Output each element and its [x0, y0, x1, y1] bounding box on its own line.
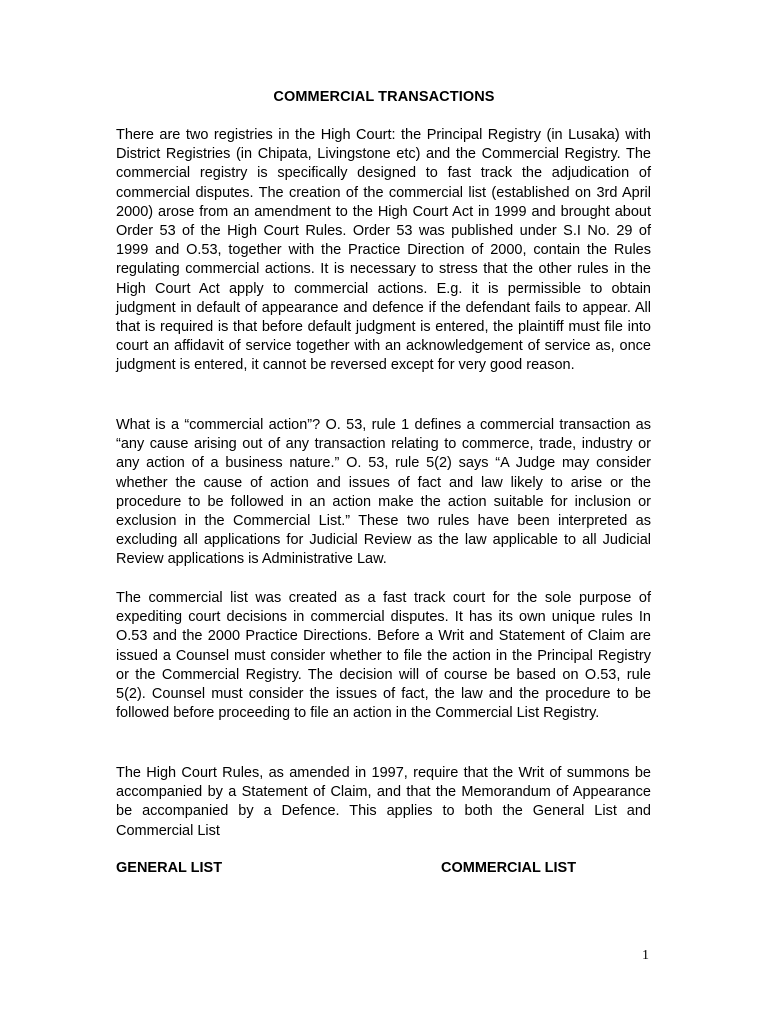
page-number: 1 [642, 948, 649, 963]
general-list-heading: GENERAL LIST [116, 860, 223, 876]
document-title: COMMERCIAL TRANSACTIONS [273, 89, 495, 105]
paragraph-commercial-list: The commercial list was created as a fast track court for the sole purpose of expediting court decisions in commercial disputes. It has its own unique rules In O.53 and the 2000 Practice Directions. Before a Writ and Statement of Claim are issued a Counsel must consider whether to file the action in the Principal Registry or the Commercial Registry. The decision will of course be based on O.53, rule 5(2). Counsel must consider the issues of fact, the law and the procedure to be followed before proceeding to file an action in the Commercial List Registry. [116, 590, 651, 722]
paragraph-registries: There are two registries in the High Court: the Principal Registry (in Lusaka) with District Registries (in Chipata, Livingstone etc) and the Commercial Registry. The commercial registry is specifically designed to fast track the adjudication of commercial disputes. The creation of the commercial list (established on 3rd April 2000) arose from an amendment to the High Court Act in 1999 and brought about Order 53 of the High Court Rules. Order 53 was published under S.I No. 29 of 1999 and O.53, together with the Practice Direction of 2000, contain the Rules regulating commercial actions. It is necessary to stress that the other rules in the High Court Act apply to commercial actions. E.g. it is permissible to obtain judgment in default of appearance and defence if the defendant fails to appear. All that is required is that before default judgment is entered, the plaintiff must file into court an affidavit of service together with an acknowledgement of service as, once judgment is entered, it cannot be reversed except for very good reason. [116, 127, 651, 374]
paragraph-high-court-rules: The High Court Rules, as amended in 1997, require that the Writ of summons be accompanied by a Statement of Claim, and that the Memorandum of Appearance be accompanied by a Defence. This applies to both the General List and Commercial List [116, 765, 651, 839]
paragraph-commercial-action: What is a “commercial action”? O. 53, rule 1 defines a commercial transaction as “any cause arising out of any transaction relating to commerce, trade, industry or any action of a business nature.” O. 53, rule 5(2) says “A Judge may consider whether the cause of action and issues of fact and law likely to arise or the procedure to be followed in an action make the action suitable for inclusion or exclusion in the Commercial List.” These two rules have been interpreted as excluding all applications for Judicial Review as the law applicable to all Judicial Review applications is Administrative Law. [116, 417, 651, 568]
commercial-list-heading: COMMERCIAL LIST [441, 860, 577, 876]
